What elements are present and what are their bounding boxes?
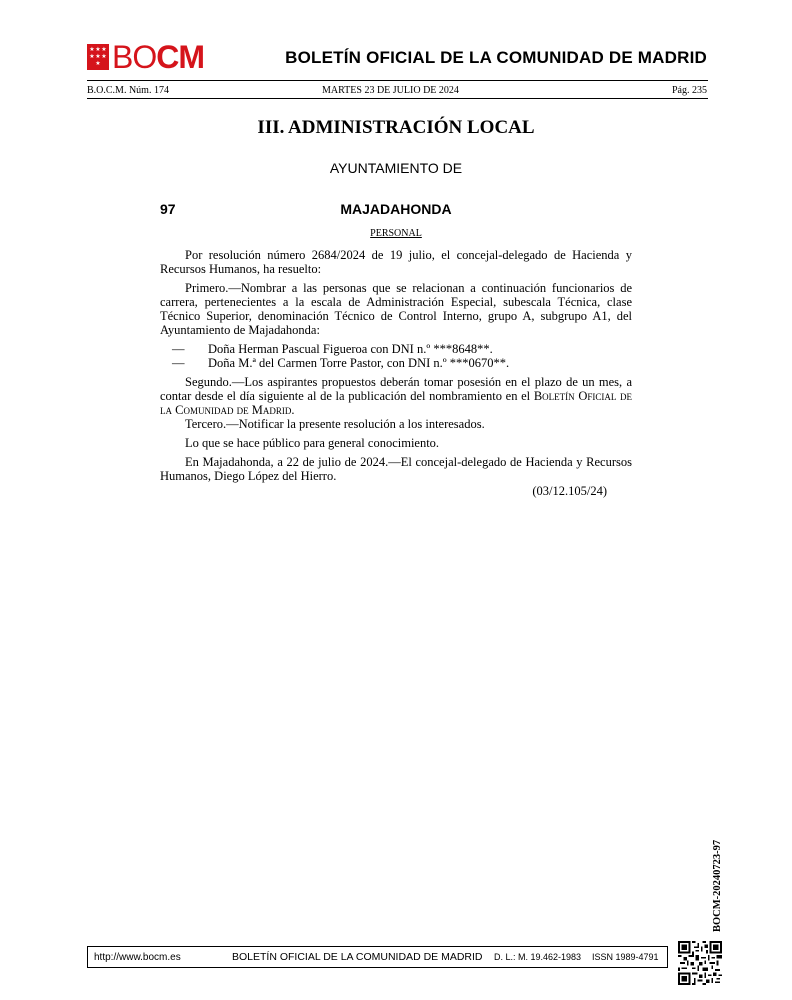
- issue-date: MARTES 23 DE JULIO DE 2024: [322, 85, 459, 96]
- paragraph-public: Lo que se hace público para general conocimiento.: [185, 436, 440, 450]
- bulletin-name-smallcaps: Boletín Oficial de la Comunidad de Madrid: [160, 389, 632, 417]
- header-rule-top: [87, 80, 708, 81]
- list-item: [160, 342, 632, 356]
- footer-url[interactable]: http://www.bocm.es: [94, 951, 181, 963]
- paragraph-signature: En Majadahonda, a 22 de julio de 2024.—El concejal-delegado de Hacienda y Recursos Humanos, Diego López del Hierro.: [160, 455, 632, 483]
- header-rule-bottom: [87, 98, 708, 99]
- paragraph-third: Tercero.—Notificar la presente resolución a los interesados.: [185, 417, 485, 431]
- madrid-flag-icon: ★ ★ ★ ★ ★ ★ ★: [87, 44, 109, 70]
- page-number: Pág. 235: [672, 85, 707, 96]
- footer-issn: ISSN 1989-4791: [592, 952, 659, 962]
- list-dash: —: [172, 342, 185, 356]
- paragraph-intro: Por resolución número 2684/2024 de 19 julio, el concejal-delegado de Hacienda y Recursos Humanos, ha resuelto:: [160, 248, 632, 276]
- paragraph-second-start: Segundo.—Los aspirantes propuestos deberán tomar posesión en el plazo de un mes, a contar desde el día siguiente al de la publicación del nombramiento en el: [160, 375, 632, 403]
- section-heading: III. ADMINISTRACIÓN LOCAL: [257, 117, 535, 138]
- document-code: BOCM-20240723-97: [712, 839, 723, 932]
- footer-publication-name: BOLETÍN OFICIAL DE LA COMUNIDAD DE MADRID: [232, 951, 483, 963]
- paragraph-second-end: .: [291, 403, 295, 417]
- publication-title: BOLETÍN OFICIAL DE LA COMUNIDAD DE MADRID: [285, 48, 707, 67]
- paragraph-first: Primero.—Nombrar a las personas que se relacionan a continuación funcionarios de carrera, pertenecientes a la escala de Administración Especial, subescala Técnica, clase Técnico Superior, denominación Técnico de Control Interno, grupo A, subgrupo A1, del Ayuntamiento de Majadahonda:: [160, 281, 632, 337]
- appointee-name: Doña M.ª del Carmen Torre Pastor, con DNI n.º ***0670**.: [208, 356, 510, 370]
- entry-number: 97: [160, 201, 176, 217]
- authority-type: AYUNTAMIENTO DE: [329, 160, 463, 176]
- bocm-logo: [87, 39, 204, 75]
- appointee-list: [160, 342, 632, 370]
- appointee-name: Doña Herman Pascual Figueroa con DNI n.º ***8648**.: [208, 342, 493, 356]
- announcement-body: [160, 248, 632, 498]
- entry-topic: PERSONAL: [370, 228, 422, 239]
- reference-code: (03/12.105/24): [532, 484, 607, 498]
- issue-number: B.O.C.M. Núm. 174: [87, 85, 169, 96]
- footer: [87, 946, 668, 968]
- footer-legal-deposit: D. L.: M. 19.462-1983: [494, 952, 582, 962]
- entry-place: MAJADAHONDA: [340, 201, 452, 217]
- list-dash: —: [172, 356, 185, 370]
- qr-code-icon: [678, 941, 722, 985]
- logo-wordmark: BOCM: [112, 39, 204, 75]
- paragraph-second: [160, 375, 632, 417]
- list-item: [160, 356, 632, 370]
